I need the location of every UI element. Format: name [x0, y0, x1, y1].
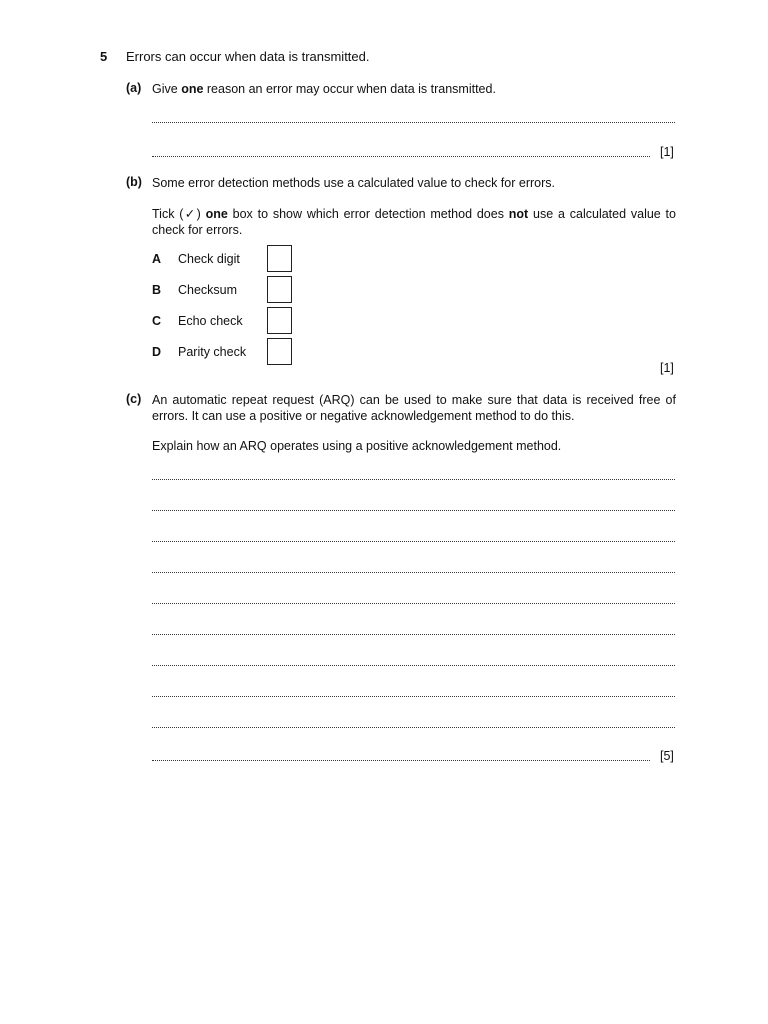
answer-line-c5[interactable]	[152, 603, 675, 604]
answer-line-a2[interactable]	[152, 156, 650, 157]
part-b-intro: Some error detection methods use a calculated value to check for errors.	[152, 176, 555, 190]
part-a-text-bold: one	[181, 82, 204, 96]
part-b-instr-1: Tick (	[152, 207, 184, 221]
part-c-marks: [5]	[660, 749, 674, 763]
answer-line-c6[interactable]	[152, 634, 675, 635]
question-stem: Errors can occur when data is transmitted.	[126, 49, 370, 64]
answer-line-c4[interactable]	[152, 572, 675, 573]
part-b-instr-bold-not: not	[508, 207, 529, 221]
option-c-letter: C	[152, 314, 162, 328]
part-b-label: (b)	[126, 175, 142, 189]
option-a-text: Check digit	[178, 252, 240, 266]
option-c-text: Echo check	[178, 314, 243, 328]
part-b-instr-2: )	[196, 207, 206, 221]
part-b-instruction	[152, 206, 676, 238]
part-b-instr-3: box to show which error detection method does	[227, 207, 509, 221]
part-c-label: (c)	[126, 392, 142, 406]
option-b-text: Checksum	[178, 283, 238, 297]
part-a-marks: [1]	[660, 145, 674, 159]
answer-line-a1[interactable]	[152, 122, 675, 123]
tick-mark-icon: ✓	[183, 207, 197, 221]
answer-line-c1[interactable]	[152, 479, 675, 480]
answer-line-c7[interactable]	[152, 665, 675, 666]
answer-line-c3[interactable]	[152, 541, 675, 542]
answer-line-c8[interactable]	[152, 696, 675, 697]
part-b-instr-bold-one: one	[205, 207, 228, 221]
part-c-intro: An automatic repeat request (ARQ) can be used to make sure that data is received free of errors. It can use a positive or negative acknowledgement method to do this.	[152, 393, 676, 423]
part-a-question	[152, 81, 496, 97]
option-d-text: Parity check	[178, 345, 247, 359]
answer-line-c10[interactable]	[152, 760, 650, 761]
part-b-marks: [1]	[660, 361, 674, 375]
part-b-instr-4: use a calculated value to check for errors.	[152, 207, 676, 237]
option-d-letter: D	[152, 345, 162, 359]
option-a-checkbox[interactable]	[267, 245, 292, 272]
question-number: 5	[100, 49, 108, 64]
option-a-letter: A	[152, 252, 162, 266]
option-b-checkbox[interactable]	[267, 276, 292, 303]
answer-line-c2[interactable]	[152, 510, 675, 511]
option-c-checkbox[interactable]	[267, 307, 292, 334]
option-b-letter: B	[152, 283, 162, 297]
part-a-text-post: reason an error may occur when data is transmitted.	[203, 82, 496, 96]
part-a-label: (a)	[126, 81, 142, 95]
answer-line-c9[interactable]	[152, 727, 675, 728]
option-d-checkbox[interactable]	[267, 338, 292, 365]
part-a-text-pre: Give	[152, 82, 182, 96]
part-c-instruction: Explain how an ARQ operates using a positive acknowledgement method.	[152, 439, 562, 453]
